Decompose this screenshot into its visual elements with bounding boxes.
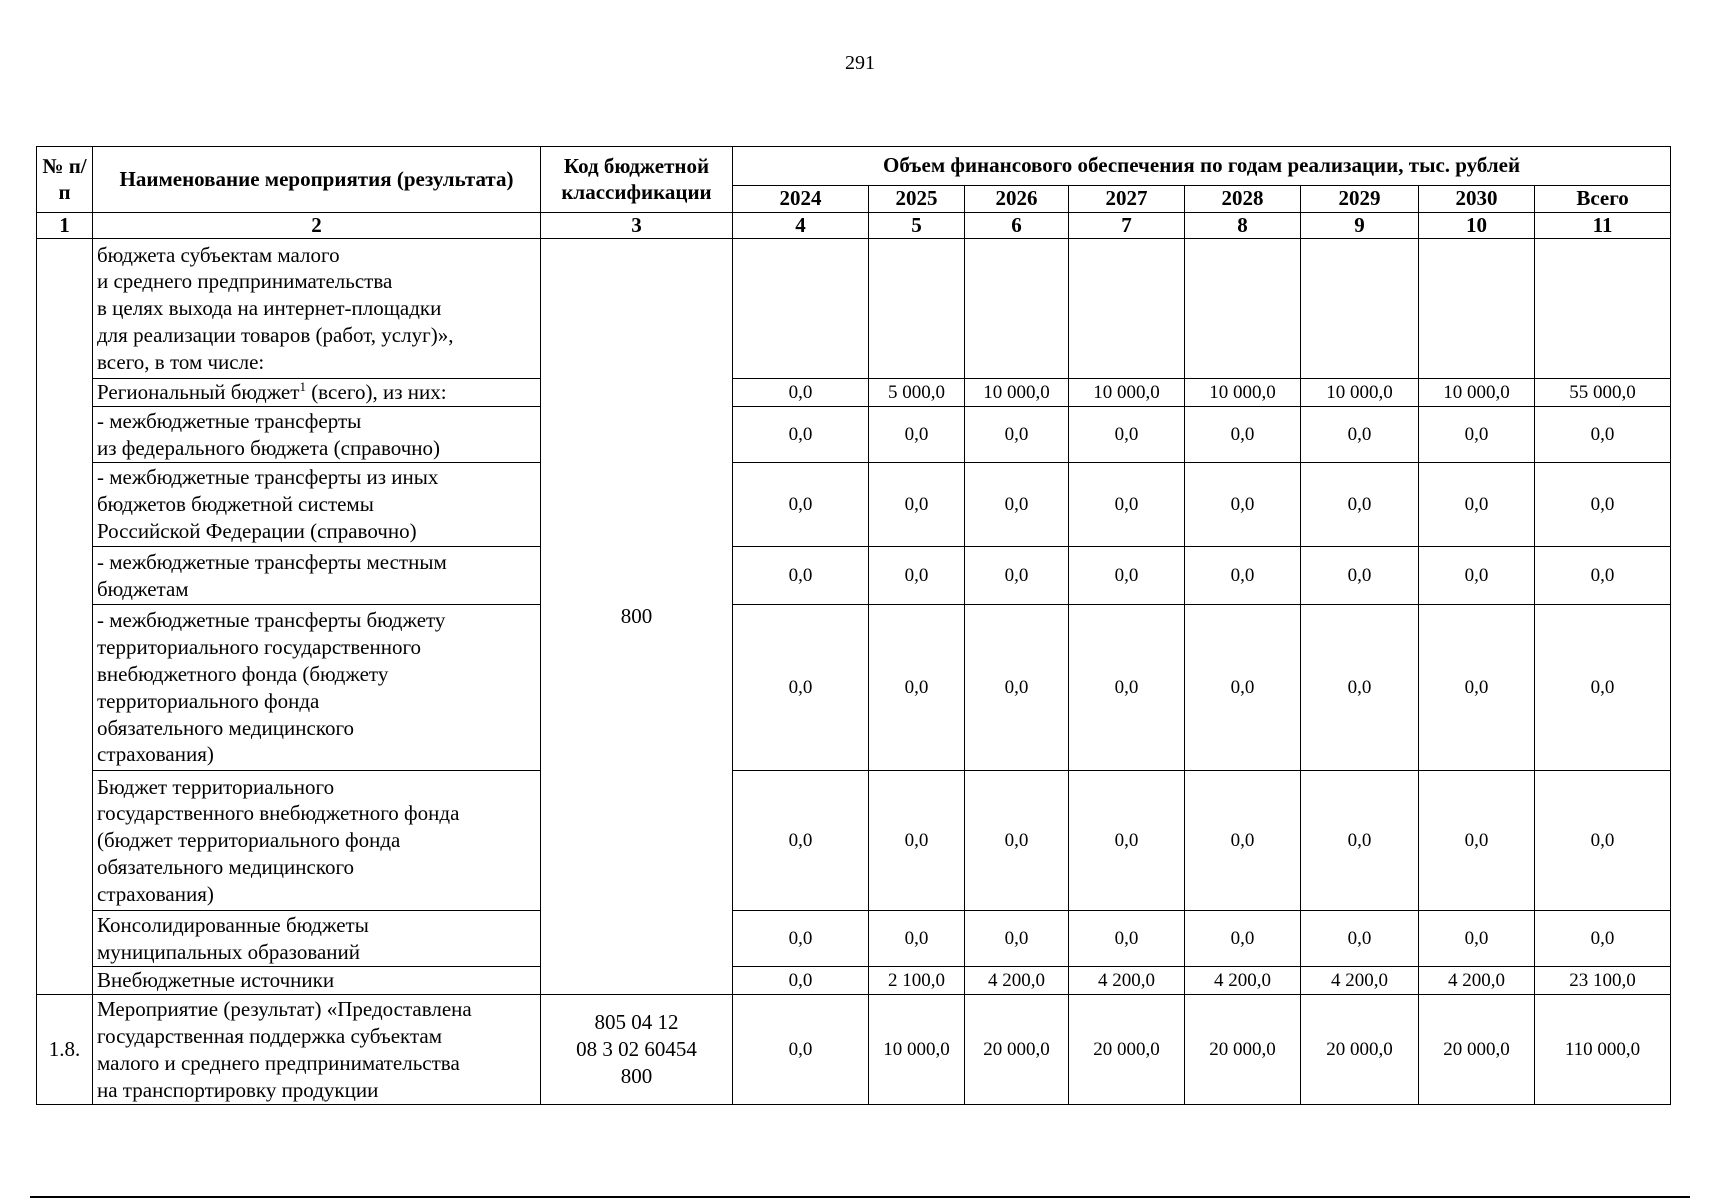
year-value: 0,0	[733, 547, 869, 605]
header-number: № п/п	[37, 147, 93, 213]
year-value: 0,0	[733, 463, 869, 547]
table-row	[37, 605, 1671, 771]
column-number: 6	[965, 213, 1069, 239]
year-value: 0,0	[733, 911, 869, 967]
total-value: 0,0	[1535, 771, 1671, 911]
year-value: 0,0	[1419, 407, 1535, 463]
row-name: Бюджет территориального государственного внебюджетного фонда (бюджет территориального фонда обязательного медицинского страхования)	[93, 771, 541, 911]
table-row	[37, 967, 1671, 995]
total-value: 0,0	[1535, 463, 1671, 547]
year-value: 0,0	[733, 379, 869, 407]
year-value: 0,0	[733, 407, 869, 463]
year-header: 2024	[733, 186, 869, 213]
total-value: 0,0	[1535, 911, 1671, 967]
year-value: 0,0	[869, 771, 965, 911]
table-row	[37, 771, 1671, 911]
column-number: 1	[37, 213, 93, 239]
page-bottom-divider	[30, 1196, 1690, 1198]
year-value: 0,0	[1069, 547, 1185, 605]
row-name: - межбюджетные трансферты из иных бюджетов бюджетной системы Российской Федерации (справочно)	[93, 463, 541, 547]
year-value: 0,0	[869, 463, 965, 547]
year-value: 0,0	[1069, 407, 1185, 463]
total-value: 0,0	[1535, 547, 1671, 605]
year-value: 0,0	[1419, 463, 1535, 547]
row-name: - межбюджетные трансферты из федерального бюджета (справочно)	[93, 407, 541, 463]
column-numbers-row	[37, 213, 1671, 239]
year-value: 0,0	[1301, 407, 1419, 463]
year-value: 2 100,0	[869, 967, 965, 995]
row-name: бюджета субъектам малого и среднего предпринимательства в целях выхода на интернет-площадки для реализации товаров (работ, услуг)», всего, в том числе:	[93, 239, 541, 379]
year-value: 0,0	[869, 605, 965, 771]
row-name: Внебюджетные источники	[93, 967, 541, 995]
year-value: 0,0	[733, 967, 869, 995]
budget-code: 805 04 12 08 3 02 60454 800	[541, 995, 733, 1105]
table-row	[37, 463, 1671, 547]
year-value: 4 200,0	[1301, 967, 1419, 995]
year-value: 20 000,0	[1301, 995, 1419, 1105]
budget-code: 800	[541, 239, 733, 995]
year-value: 0,0	[1419, 911, 1535, 967]
year-value: 0,0	[1419, 771, 1535, 911]
row-name: - межбюджетные трансферты местным бюджетам	[93, 547, 541, 605]
year-value: 10 000,0	[1419, 379, 1535, 407]
year-value: 0,0	[965, 771, 1069, 911]
total-value: 0,0	[1535, 605, 1671, 771]
year-value: 0,0	[1185, 771, 1301, 911]
year-value: 0,0	[1419, 547, 1535, 605]
total-header: Всего	[1535, 186, 1671, 213]
year-value: 0,0	[1185, 463, 1301, 547]
table-row	[37, 379, 1671, 407]
total-value: 110 000,0	[1535, 995, 1671, 1105]
year-value: 0,0	[1301, 605, 1419, 771]
row-number: 1.8.	[37, 995, 93, 1105]
table-row	[37, 995, 1671, 1105]
year-header: 2030	[1419, 186, 1535, 213]
year-value: 4 200,0	[1419, 967, 1535, 995]
row-name: Региональный бюджет$^1$ (всего), из них:	[93, 379, 541, 407]
column-number: 2	[93, 213, 541, 239]
year-value: 10 000,0	[1185, 379, 1301, 407]
year-value: 0,0	[965, 407, 1069, 463]
row-number-cell	[37, 239, 93, 995]
row-name: Мероприятие (результат) «Предоставлена государственная поддержка субъектам малого и среднего предпринимательства на транспортировку продукции	[93, 995, 541, 1105]
column-number: 4	[733, 213, 869, 239]
column-number: 8	[1185, 213, 1301, 239]
column-number: 3	[541, 213, 733, 239]
year-value: 0,0	[1301, 547, 1419, 605]
year-header: 2028	[1185, 186, 1301, 213]
year-value: 10 000,0	[965, 379, 1069, 407]
year-header: 2026	[965, 186, 1069, 213]
year-value: 0,0	[1185, 605, 1301, 771]
year-header: 2027	[1069, 186, 1185, 213]
column-number: 5	[869, 213, 965, 239]
year-value: 5 000,0	[869, 379, 965, 407]
column-number: 7	[1069, 213, 1185, 239]
year-value: 0,0	[1069, 605, 1185, 771]
header-code: Код бюджетной классификации	[541, 147, 733, 213]
year-value: 4 200,0	[1069, 967, 1185, 995]
year-header: 2029	[1301, 186, 1419, 213]
year-value: 20 000,0	[965, 995, 1069, 1105]
year-value: 0,0	[869, 547, 965, 605]
year-value: 0,0	[1069, 911, 1185, 967]
year-value: 0,0	[1069, 463, 1185, 547]
year-value: 0,0	[1301, 463, 1419, 547]
year-value: 10 000,0	[1069, 379, 1185, 407]
year-value: 0,0	[869, 911, 965, 967]
year-value: 0,0	[1185, 547, 1301, 605]
column-number: 10	[1419, 213, 1535, 239]
header-volume: Объем финансового обеспечения по годам реализации, тыс. рублей	[733, 147, 1671, 186]
year-value: 0,0	[733, 605, 869, 771]
header-row	[37, 147, 1671, 186]
header-name: Наименование мероприятия (результата)	[93, 147, 541, 213]
year-value: 0,0	[733, 771, 869, 911]
year-header: 2025	[869, 186, 965, 213]
table-row	[37, 407, 1671, 463]
year-value: 20 000,0	[1185, 995, 1301, 1105]
year-value: 0,0	[733, 995, 869, 1105]
table-row	[37, 547, 1671, 605]
year-value: 0,0	[965, 911, 1069, 967]
year-value: 0,0	[965, 605, 1069, 771]
column-number: 11	[1535, 213, 1671, 239]
year-value: 4 200,0	[1185, 967, 1301, 995]
year-value: 0,0	[1301, 771, 1419, 911]
year-value: 20 000,0	[1419, 995, 1535, 1105]
year-value: 0,0	[869, 407, 965, 463]
column-number: 9	[1301, 213, 1419, 239]
total-value: 55 000,0	[1535, 379, 1671, 407]
budget-table	[36, 146, 1671, 1105]
year-value: 20 000,0	[1069, 995, 1185, 1105]
year-value: 0,0	[965, 547, 1069, 605]
table-row	[37, 911, 1671, 967]
year-value: 0,0	[1185, 911, 1301, 967]
table-row	[37, 239, 1671, 379]
year-value: 4 200,0	[965, 967, 1069, 995]
page-number: 291	[845, 52, 875, 74]
year-value: 10 000,0	[869, 995, 965, 1105]
year-value: 0,0	[965, 463, 1069, 547]
total-value: 23 100,0	[1535, 967, 1671, 995]
row-name: Консолидированные бюджеты муниципальных образований	[93, 911, 541, 967]
year-value: 0,0	[1069, 771, 1185, 911]
year-value: 10 000,0	[1301, 379, 1419, 407]
row-name: - межбюджетные трансферты бюджету территориального государственного внебюджетного фонда (бюджету территориального фонда обязательного медицинского страхования)	[93, 605, 541, 771]
year-value: 0,0	[1301, 911, 1419, 967]
year-value: 0,0	[1185, 407, 1301, 463]
total-value: 0,0	[1535, 407, 1671, 463]
year-value: 0,0	[1419, 605, 1535, 771]
